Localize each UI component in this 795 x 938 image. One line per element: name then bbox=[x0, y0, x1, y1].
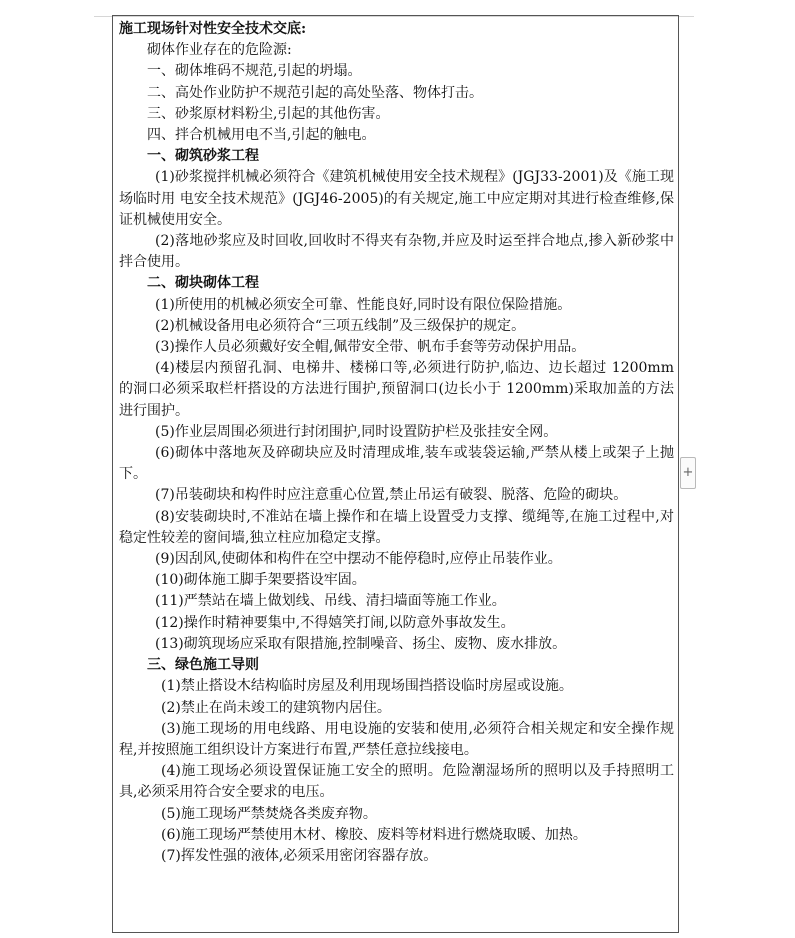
hazard-item: 二、高处作业防护不规范引起的高处坠落、物体打击。 bbox=[147, 84, 483, 101]
list-item: (4)施工现场必须设置保证施工安全的照明。危险潮湿场所的照明以及手持照明工具,必须采用符合安全要求的电压。 bbox=[119, 763, 674, 801]
list-item: (2)落地砂浆应及时回收,回收时不得夹有杂物,并应及时运至拌合地点,掺入新砂浆中拌合使用。 bbox=[119, 233, 674, 271]
section-heading: 二、砌块砌体工程 bbox=[147, 275, 259, 292]
list-item: (7)吊装砌块和构件时应注意重心位置,禁止吊运有破裂、脱落、危险的砌块。 bbox=[155, 487, 628, 504]
table-cell[interactable] bbox=[112, 15, 679, 933]
list-item: (2)禁止在尚未竣工的建筑物内居住。 bbox=[161, 699, 391, 716]
list-item: (3)施工现场的用电线路、用电设施的安装和使用,必须符合相关规定和安全操作规程,并按照施工组织设计方案进行布置,严禁任意拉线接电。 bbox=[119, 720, 674, 758]
list-item: (11)严禁站在墙上做划线、吊线、清扫墙面等施工作业。 bbox=[155, 593, 506, 610]
list-item: (10)砌体施工脚手架要搭设牢固。 bbox=[155, 572, 366, 589]
list-item: (6)施工现场严禁使用木材、橡胶、废料等材料进行燃烧取暖、加热。 bbox=[161, 826, 587, 843]
list-item: (3)操作人员必须戴好安全帽,佩带安全带、帆布手套等劳动保护用品。 bbox=[155, 339, 586, 356]
list-item: (7)挥发性强的液体,必须采用密闭容器存放。 bbox=[161, 847, 438, 864]
section-heading: 一、砌筑砂浆工程 bbox=[147, 148, 259, 165]
add-row-button[interactable]: + bbox=[680, 457, 696, 489]
section-heading: 三、绿色施工导则 bbox=[147, 657, 259, 674]
list-item: (9)因刮风,使砌体和构件在空中摆动不能停稳时,应停止吊装作业。 bbox=[155, 551, 562, 568]
list-item: (2)机械设备用电必须符合“三项五线制”及三级保护的规定。 bbox=[155, 317, 526, 334]
hazard-item: 三、砂浆原材料粉尘,引起的其他伤害。 bbox=[147, 105, 390, 122]
list-item: (12)操作时精神要集中,不得嬉笑打闹,以防意外事故发生。 bbox=[155, 614, 515, 631]
hazard-intro: 砌体作业存在的危险源: bbox=[147, 42, 292, 59]
list-item: (6)砌体中落地灰及碎砌块应及时清理成堆,装车或装袋运输,严禁从楼上或架子上抛下。 bbox=[119, 445, 674, 483]
hazard-item: 四、拌合机械用电不当,引起的触电。 bbox=[147, 127, 376, 144]
list-item: (1)禁止搭设木结构临时房屋及利用现场围挡搭设临时房屋或设施。 bbox=[161, 678, 573, 695]
list-item: (1)砂浆搅拌机械必须符合《建筑机械使用安全技术规程》(JGJ33-2001)及《施工现场临时用 电安全技术规范》(JGJ46-2005)的有关规定,施工中应定期对其进行检查维修,保证机械使用安全。 bbox=[119, 169, 674, 228]
hazard-item: 一、砌体堆码不规范,引起的坍塌。 bbox=[147, 63, 362, 80]
list-item: (13)砌筑现场应采取有限措施,控制噪音、扬尘、废物、废水排放。 bbox=[155, 635, 567, 652]
list-item: (5)施工现场严禁焚烧各类废弃物。 bbox=[161, 805, 377, 822]
list-item: (1)所使用的机械必须安全可靠、性能良好,同时设有限位保险措施。 bbox=[155, 296, 572, 313]
document-title: 施工现场针对性安全技术交底: bbox=[119, 21, 307, 37]
list-item: (5)作业层周围必须进行封闭围护,同时设置防护栏及张挂安全网。 bbox=[155, 423, 558, 440]
list-item: (8)安装砌块时,不准站在墙上操作和在墙上设置受力支撑、缆绳等,在施工过程中,对稳定性较差的窗间墙,独立柱应加稳定支撑。 bbox=[119, 508, 674, 546]
list-item: (4)楼层内预留孔洞、电梯井、楼梯口等,必须进行防护,临边、边长超过 1200mm 的洞口必须采取栏杆搭设的方法进行围护,预留洞口(边长小于 1200mm)采取加盖的方法进行围护。 bbox=[119, 360, 674, 419]
